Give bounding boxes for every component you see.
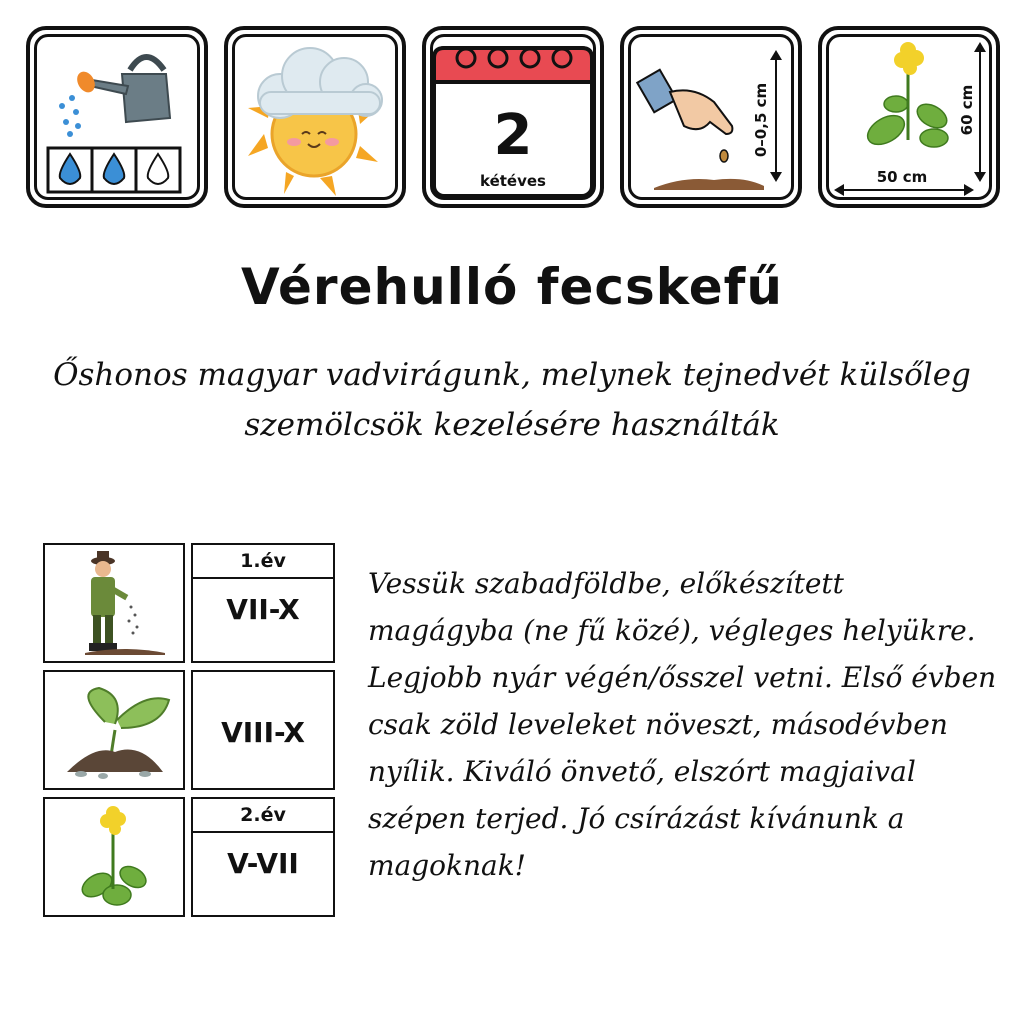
period-label-2: VIII-X [221,716,305,749]
calendar-number: 2 [493,103,533,168]
period-label-1: VII-X [226,593,300,626]
watering-tile [26,26,208,208]
plant-size-tile [818,26,1000,208]
sowing-depth-tile [620,26,802,208]
farmer-sowing-cell [43,543,185,663]
depth-label: 0–0,5 cm [752,82,770,158]
height-label: 60 cm [958,84,976,136]
plant-size-icon [822,30,996,204]
calendar-tile [422,26,604,208]
water-drop-empty-icon [148,154,169,184]
calendar-icon [426,30,600,204]
flowering-plant-icon [45,799,183,915]
water-drop-filled-icon [104,154,125,184]
subtitle: Őshonos magyar vadvirágunk, melynek tejnedvét külsőleg szemölcsök kezelésére használták [53,357,971,443]
seedling-icon [45,672,183,788]
farmer-sowing-icon [45,545,183,661]
water-drop-filled-icon [60,154,81,184]
sun-behind-cloud-icon [228,30,402,204]
page-title: Vérehulló fecskefű [241,258,783,316]
flowering-plant-cell [43,797,185,917]
schedule-period-cell-1 [191,543,335,663]
watering-can-icon [30,30,204,204]
hand-sowing-seed-icon [624,30,798,204]
calendar-label: kétéves [480,172,546,190]
sun-tile [224,26,406,208]
year-label-3: 2.év [193,799,333,833]
period-label-3: V-VII [227,847,299,880]
schedule-period-cell-3 [191,797,335,917]
description-text: Vessük szabadföldbe, előkészített magágyba (ne fű közé), végleges helyükre. Legjobb nyár végén/ősszel vetni. Első évben csak zöld leveleket növeszt, másodévben nyílik. Kiváló önvető, elszórt magjaival szépen terjed. Jó csírázást kívánunk a magoknak! [368,567,997,882]
seedling-cell [43,670,185,790]
width-label: 50 cm [876,168,928,186]
year-label-1: 1.év [193,545,333,579]
schedule-period-cell-2 [191,670,335,790]
